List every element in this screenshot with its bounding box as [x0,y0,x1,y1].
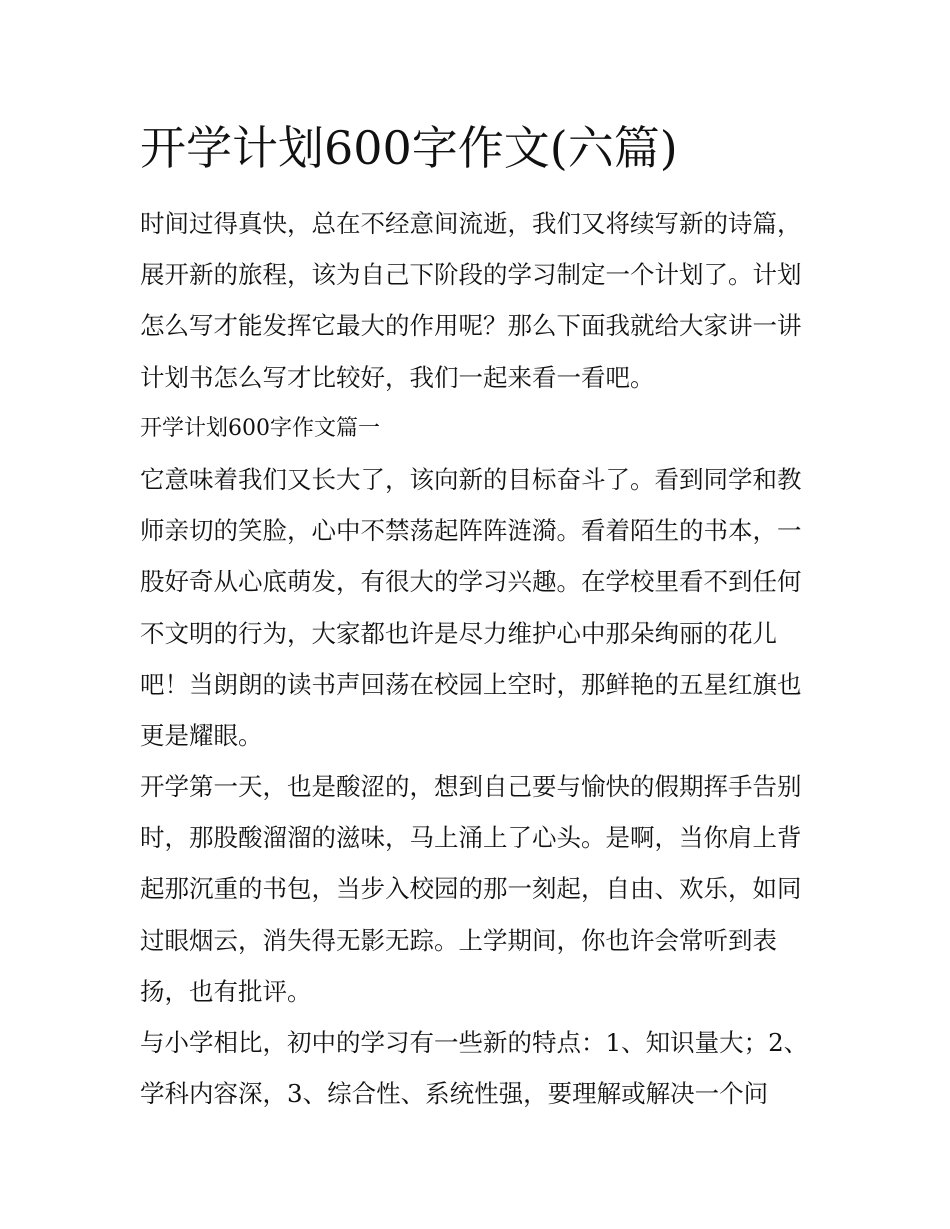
body-line: 它意味着我们又长大了，该向新的目标奋斗了。看到同学和教 [140,464,802,494]
body-line: 开学第一天，也是酸涩的，想到自己要与愉快的假期挥手告别 [140,772,802,802]
section-heading: 开学计划600字作文篇一 [140,415,380,441]
body-line: 扬，也有批评。 [140,976,312,1006]
body-line: 股好奇从心底萌发，有很大的学习兴趣。在学校里看不到任何 [140,567,802,597]
body-line: 师亲切的笑脸，心中不禁荡起阵阵涟漪。看着陌生的书本，一 [140,516,802,546]
document-title: 开学计划600字作文(六篇) [140,121,678,175]
body-line: 更是耀眼。 [140,720,263,750]
body-line: 怎么写才能发挥它最大的作用呢？那么下面我就给大家讲一讲 [140,311,802,341]
body-line: 时间过得真快，总在不经意间流逝，我们又将续写新的诗篇， [140,209,802,238]
body-line: 不文明的行为，大家都也许是尽力维护心中那朵绚丽的花儿 [140,618,777,648]
body-line: 与小学相比，初中的学习有一些新的特点：1、知识量大；2、 [140,1028,809,1057]
body-line: 吧！当朗朗的读书声回荡在校园上空时，那鲜艳的五星红旗也 [140,669,802,699]
document-body [140,198,820,1119]
body-line: 过眼烟云，消失得无影无踪。上学期间，你也许会常听到表 [140,925,777,955]
body-line: 起那沉重的书包，当步入校园的那一刻起，自由、欢乐，如同 [140,874,802,904]
body-line: 计划书怎么写才比较好，我们一起来看一看吧。 [140,362,655,392]
body-line: 时，那股酸溜溜的滋味，马上涌上了心头。是啊，当你肩上背 [140,823,802,853]
body-line: 展开新的旅程，该为自己下阶段的学习制定一个计划了。计划 [140,260,802,290]
body-line: 学科内容深，3、综合性、系统性强，要理解或解决一个问 [140,1079,769,1109]
